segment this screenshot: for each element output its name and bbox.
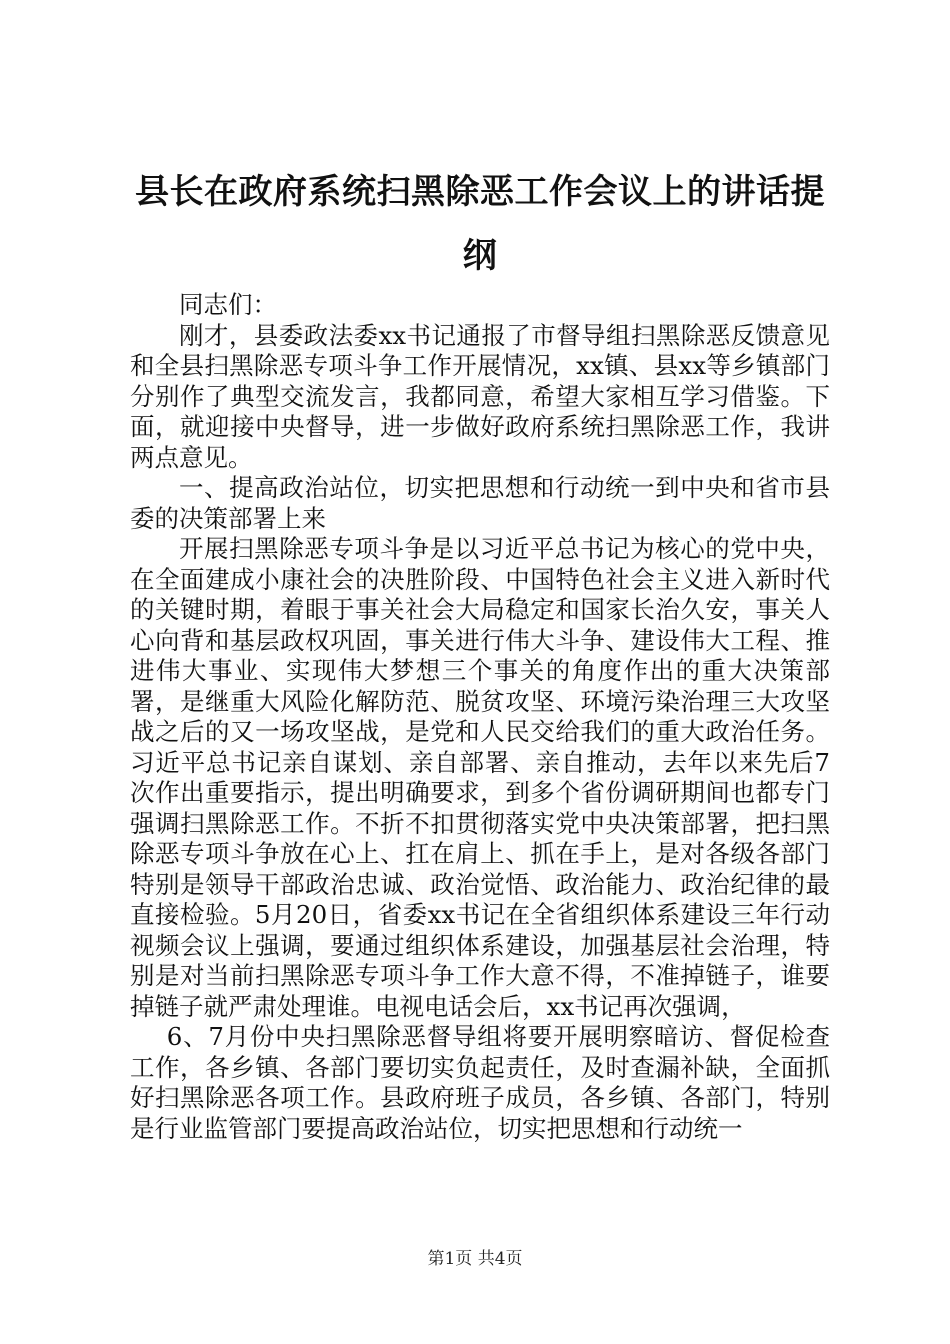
page-footer: 第1页 共4页: [427, 1249, 523, 1269]
document-body: [130, 290, 830, 1144]
paragraph-section-1: 开展扫黑除恶专项斗争是以习近平总书记为核心的党中央，在全面建成小康社会的决胜阶段、中国特色社会主义进入新时代的关键时期，着眼于事关社会大局稳定和国家长治久安，事关人心向背和基层政权巩固，事关进行伟大斗争、建设伟大工程、推进伟大事业、实现伟大梦想三个事关的角度作出的重大决策部署，是继重大风险化解防范、脱贫攻坚、环境污染治理三大攻坚战之后的又一场攻坚战，是党和人民交给我们的重大政治任务。习近平总书记亲自谋划、亲自部署、亲自推动，去年以来先后7次作出重要指示，提出明确要求，到多个省份调研期间也都专门强调扫黑除恶工作。不折不扣贯彻落实党中央决策部署，把扫黑除恶专项斗争放在心上、扛在肩上、抓在手上，是对各级各部门特别是领导干部政治忠诚、政治觉悟、政治能力、政治纪律的最直接检验。5月20日，省委xx书记在全省组织体系建设三年行动视频会议上强调，要通过组织体系建设，加强基层社会治理，特别是对当前扫黑除恶专项斗争工作大意不得，不准掉链子，谁要掉链子就严肃处理谁。电视电话会后，xx书记再次强调，: [130, 534, 830, 1021]
paragraph-intro: 刚才，县委政法委xx书记通报了市督导组扫黑除恶反馈意见和全县扫黑除恶专项斗争工作开展情况，xx镇、县xx等乡镇部门分别作了典型交流发言，我都同意，希望大家相互学习借鉴。下面，就迎接中央督导，进一步做好政府系统扫黑除恶工作，我讲两点意见。: [130, 320, 830, 472]
salutation: 同志们：: [179, 290, 277, 319]
paragraph-continuation: 6、7月份中央扫黑除恶督导组将要开展明察暗访、督促检查工作，各乡镇、各部门要切实负起责任，及时查漏补缺，全面抓好扫黑除恶各项工作。县政府班子成员，各乡镇、各部门，特别是行业监管部门要提高政治站位，切实把思想和行动统一: [130, 1022, 830, 1143]
section-heading-1: 一、提高政治站位，切实把思想和行动统一到中央和省市县委的决策部署上来: [130, 473, 830, 533]
document-title: 县长在政府系统扫黑除恶工作会议上的讲话提纲: [135, 172, 825, 276]
